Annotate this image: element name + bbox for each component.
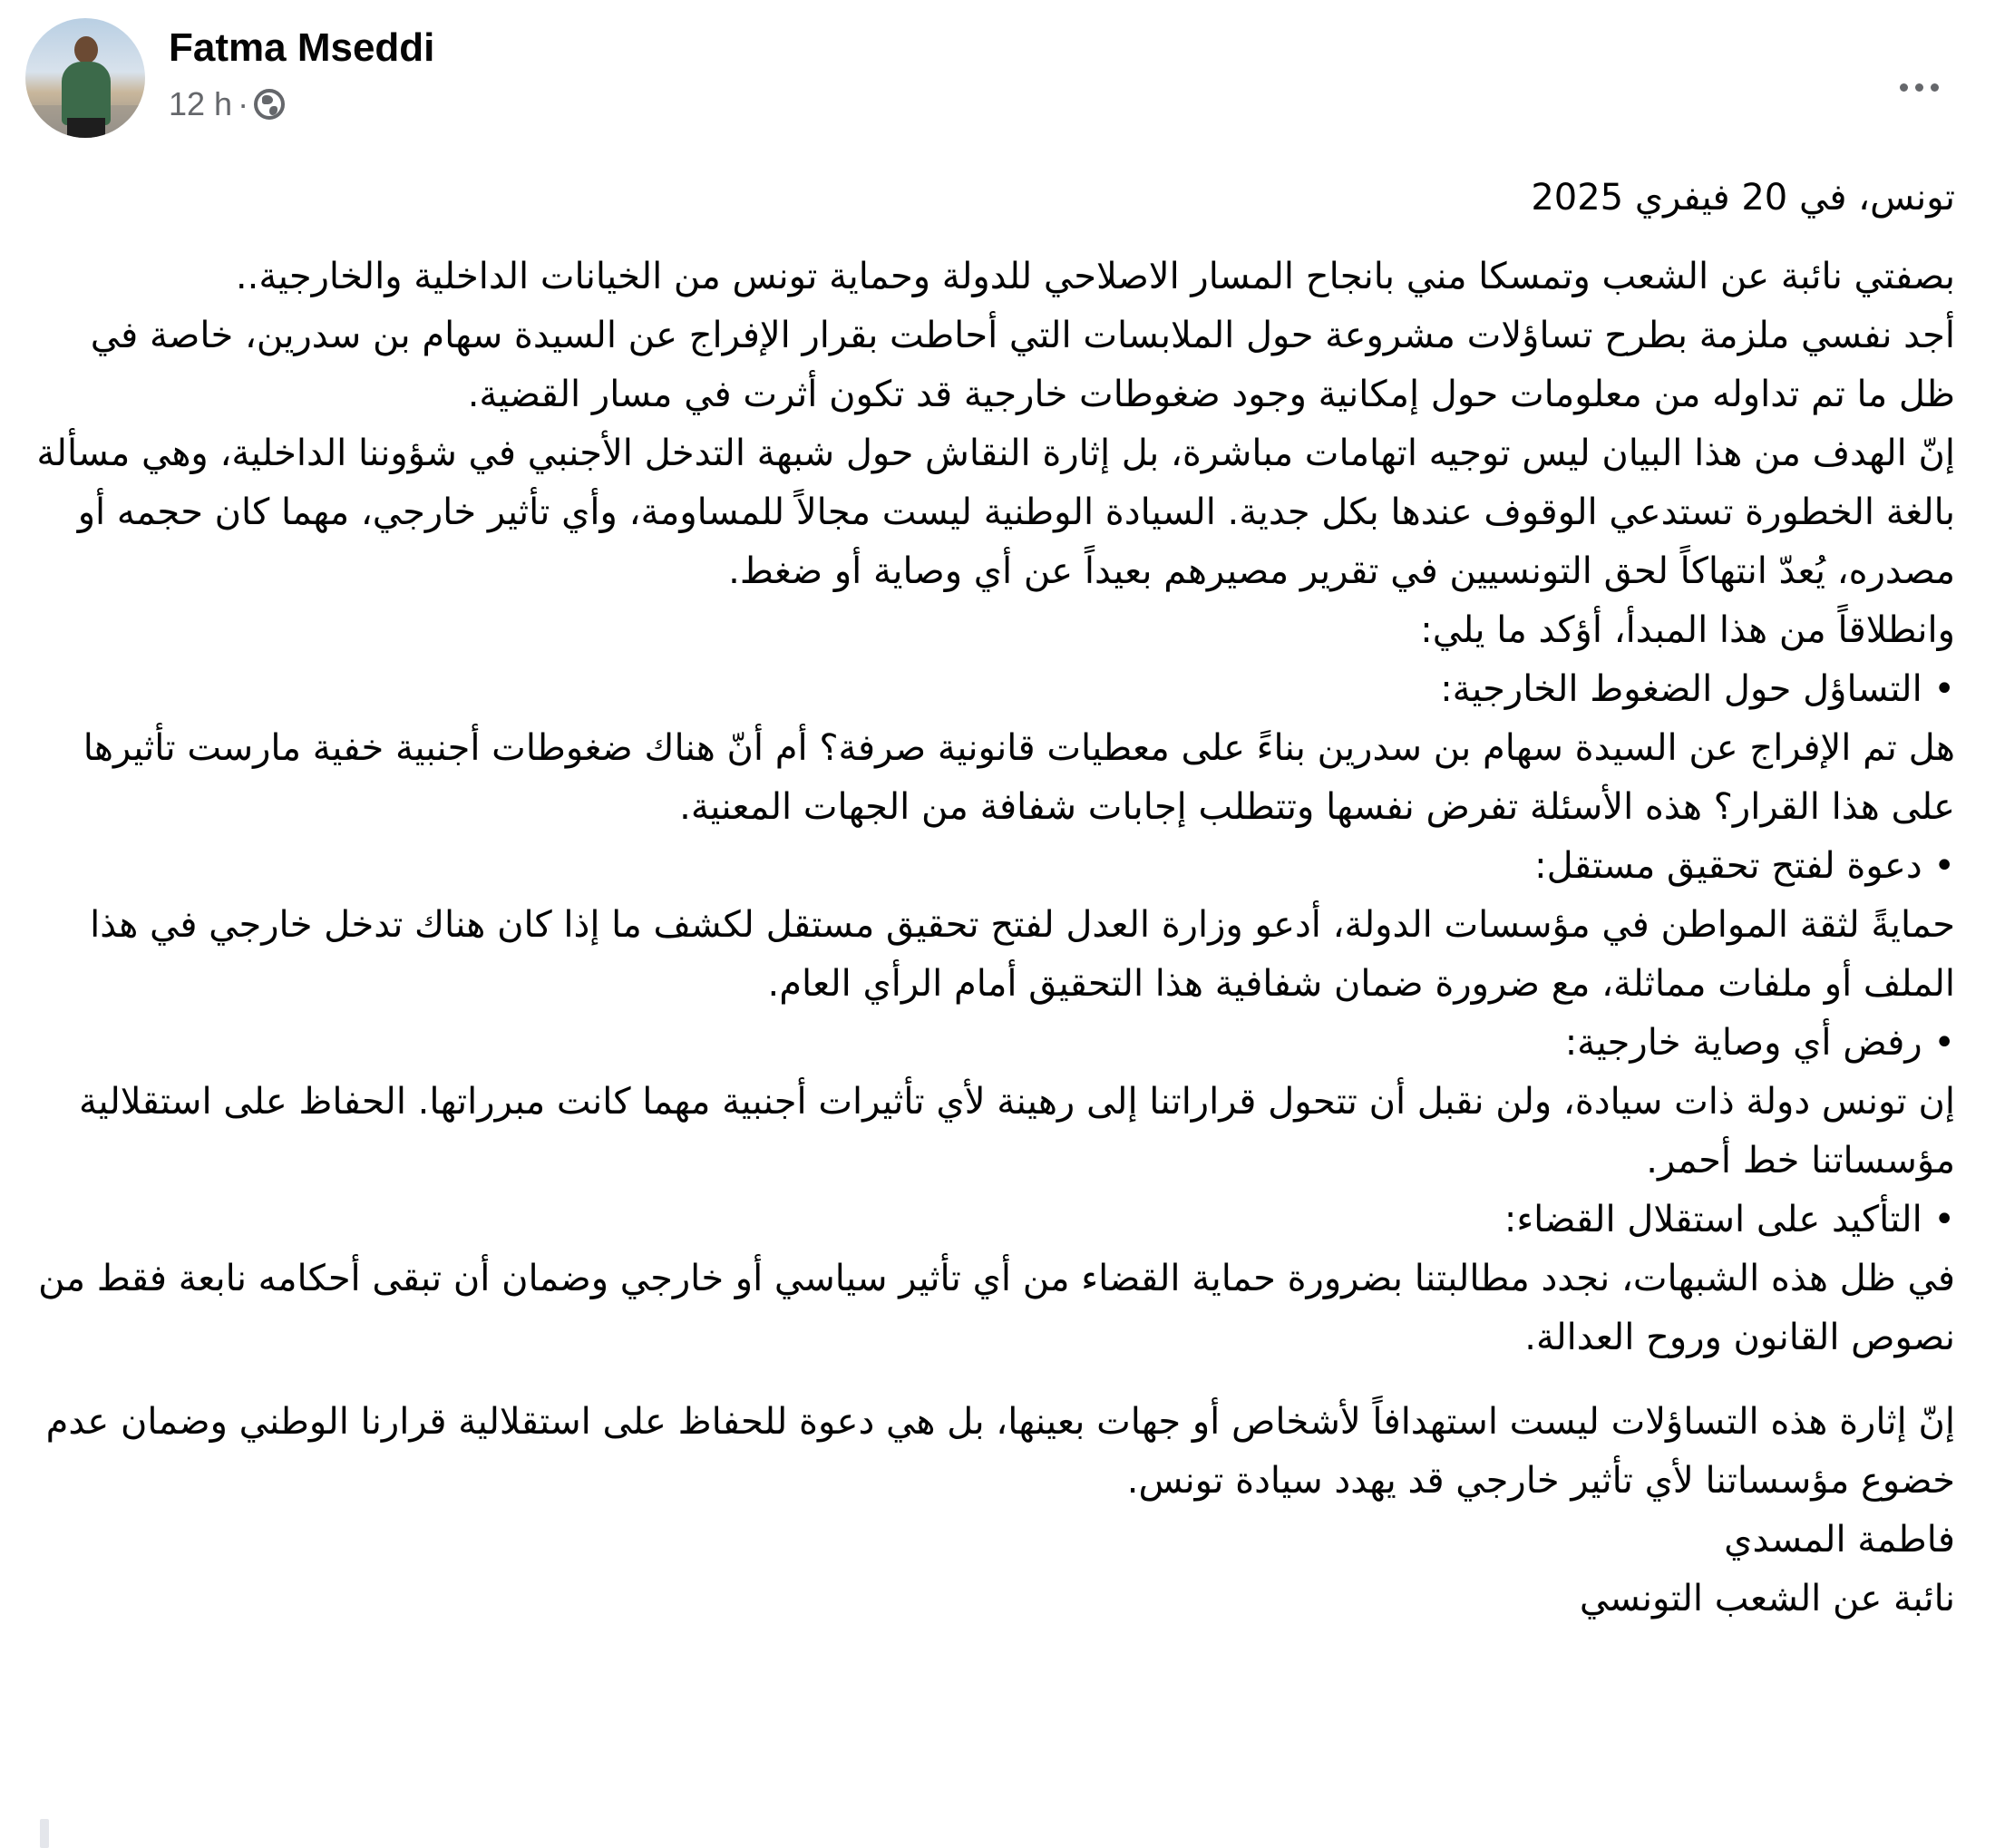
post-signature-title: نائبة عن الشعب التونسي <box>1579 1578 1955 1619</box>
more-horizontal-icon <box>1900 83 1939 92</box>
post-paragraph: أجد نفسي ملزمة بطرح تساؤلات مشروعة حول الملابسات التي أحاطت بقرار الإفراج عن السيدة سهام بن سدرين، خاصة في ظل ما تم تداوله من معلومات حول إمكانية وجود ضغوطات خارجية قد تكون أثرت في مسار القضية. <box>90 315 1955 415</box>
avatar-person-body <box>62 62 111 125</box>
avatar-person-head <box>74 36 98 63</box>
post-bullet-heading: • رفض أي وصاية خارجية: <box>1564 1022 1955 1064</box>
post-paragraph: في ظل هذه الشبهات، نجدد مطالبتنا بضرورة حماية القضاء من أي تأثير سياسي أو خارجي وضمان أن تبقى أحكامه نابعة فقط من نصوص القانون وروح العدالة. <box>38 1258 1955 1358</box>
post-bullet-heading: • التأكيد على استقلال القضاء: <box>1504 1199 1955 1240</box>
post-body <box>33 169 1955 1629</box>
post-date-line: تونس، في 20 فيفري 2025 <box>1531 177 1955 219</box>
post-bullet-heading: • التساؤل حول الضغوط الخارجية: <box>1440 668 1955 710</box>
scroll-edge-indicator <box>40 1819 49 1848</box>
post-paragraph: حمايةً لثقة المواطن في مؤسسات الدولة، أدعو وزارة العدل لفتح تحقيق مستقل لكشف ما إذا كان هناك تدخل خارجي في هذا الملف أو ملفات مماثلة، مع ضرورة ضمان شفافية هذا التحقيق أمام الرأي العام. <box>90 904 1955 1005</box>
author-name[interactable]: Fatma Mseddi <box>169 25 435 70</box>
post-paragraph: بصفتي نائبة عن الشعب وتمسكا مني بانجاح المسار الاصلاحي للدولة وحماية تونس من الخيانات الداخلية والخارجية.. <box>235 256 1955 297</box>
globe-icon[interactable] <box>254 89 285 120</box>
post-paragraph: إن تونس دولة ذات سيادة، ولن نقبل أن تتحول قراراتنا إلى رهينة لأي تأثيرات أجنبية مهما كانت مبرراتها. الحفاظ على استقلالية مؤسساتنا خط أحمر. <box>79 1081 1955 1182</box>
post-paragraph: إنّ إثارة هذه التساؤلات ليست استهدافاً لأشخاص أو جهات بعينها، بل هي دعوة للحفاظ على استقلالية قرارنا الوطني وضمان عدم خضوع مؤسساتنا لأي تأثير خارجي قد يهدد سيادة تونس. <box>45 1401 1955 1502</box>
post-meta <box>169 85 285 123</box>
post-paragraph: هل تم الإفراج عن السيدة سهام بن سدرين بناءً على معطيات قانونية صرفة؟ أم أنّ هناك ضغوطات أجنبية خفية مارست تأثيرها على هذا القرار؟ هذه الأسئلة تفرض نفسها وتتطلب إجابات شفافة من الجهات المعنية. <box>83 727 1955 828</box>
meta-separator: · <box>238 85 249 122</box>
post-paragraph: إنّ الهدف من هذا البيان ليس توجيه اتهامات مباشرة، بل إثارة النقاش حول شبهة التدخل الأجنبي في شؤوننا الداخلية، وهي مسألة بالغة الخطورة تستدعي الوقوف عندها بكل جدية. السيادة الوطنية ليست مجالاً للمساومة، وأي تأثير خارجي، مهما كان حجمه أو مصدره، يُعدّ انتهاكاً لحق التونسيين في تقرير مصيرهم بعيداً عن أي وصاية أو ضغط. <box>36 433 1955 592</box>
post-timestamp[interactable]: 12 h <box>169 85 233 122</box>
post-bullet-heading: • دعوة لفتح تحقيق مستقل: <box>1534 845 1955 887</box>
more-options-button[interactable] <box>1886 54 1951 120</box>
avatar-person-legs <box>67 118 105 138</box>
post-header <box>25 18 1970 141</box>
avatar[interactable] <box>25 18 145 138</box>
post-paragraph: وانطلاقاً من هذا المبدأ، أؤكد ما يلي: <box>1420 609 1955 651</box>
post-signature-name: فاطمة المسدي <box>1724 1519 1955 1561</box>
